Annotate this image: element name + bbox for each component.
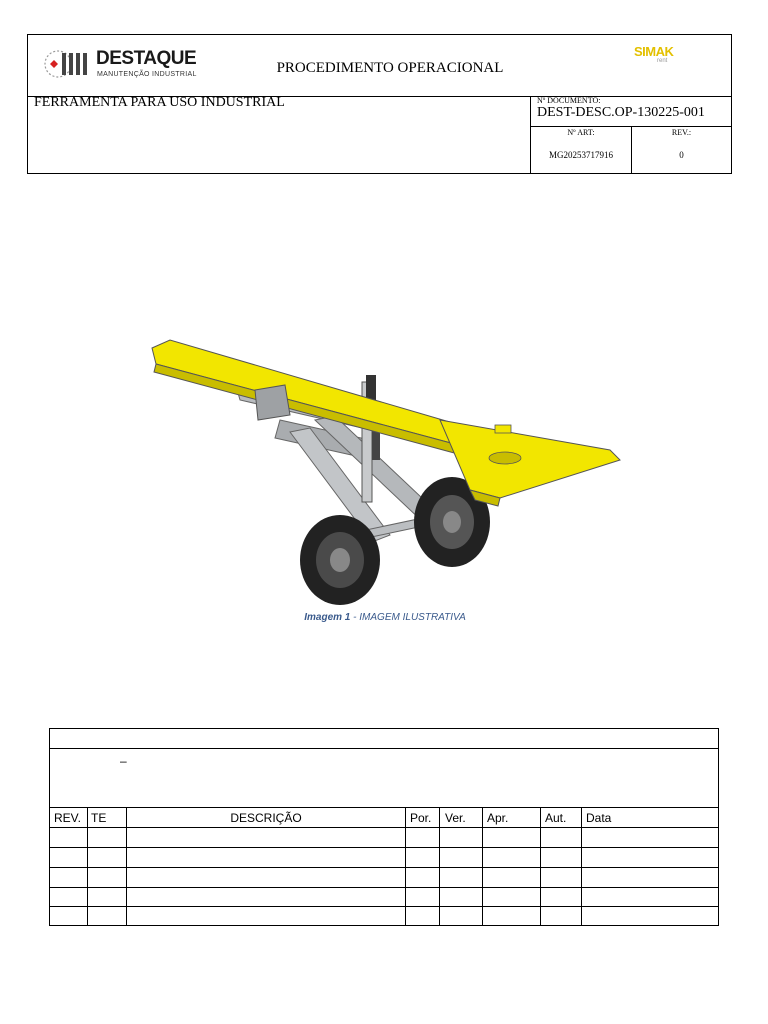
doc-number-label: Nº DOCUMENTO:: [537, 96, 601, 105]
header-rev: REV.: [54, 811, 81, 825]
header-ver: Ver.: [445, 811, 466, 825]
logo-tagline: MANUTENÇÃO INDUSTRIAL: [97, 71, 197, 78]
header-apr: Apr.: [487, 811, 509, 825]
destaque-logo-icon: [40, 44, 96, 84]
document-subject: FERRAMENTA PARA USO INDUSTRIAL: [34, 95, 285, 110]
header-por: Por.: [410, 811, 432, 825]
towing-dolly-illustration-icon: [140, 320, 640, 610]
revision-table: [49, 728, 719, 926]
header-te: TE: [91, 811, 107, 825]
doc-number: DEST-DESC.OP-130225-001: [537, 105, 705, 120]
rev-value: 0: [679, 150, 684, 160]
logo-name: DESTAQUE: [96, 48, 197, 69]
caption-separator: -: [350, 612, 360, 623]
revision-note: –: [120, 754, 127, 768]
figure-caption: [230, 612, 540, 623]
partner-logo-sub: rent: [657, 58, 668, 64]
header-data: Data: [586, 811, 612, 825]
destaque-logo: [40, 44, 240, 84]
document-type: PROCEDIMENTO OPERACIONAL: [276, 60, 504, 76]
art-label: Nº ART:: [567, 128, 595, 137]
header-descricao: DESCRIÇÃO: [230, 811, 302, 825]
rev-label: REV.:: [671, 128, 692, 137]
art-value: MG20253717916: [548, 150, 613, 160]
header-aut: Aut.: [545, 811, 567, 825]
caption-text: IMAGEM ILUSTRATIVA: [359, 612, 466, 623]
caption-prefix: Imagem 1: [304, 612, 351, 623]
partner-logo: SIMAK: [634, 44, 674, 59]
